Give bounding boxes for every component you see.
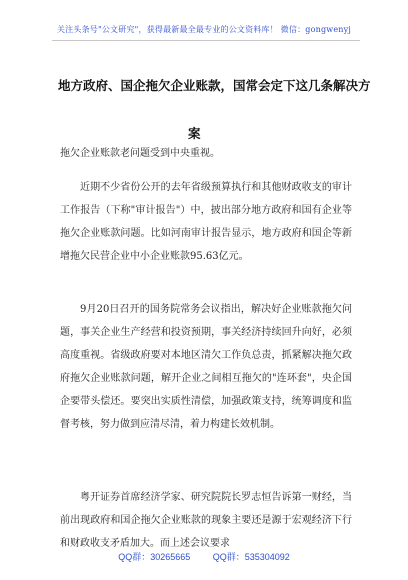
header-note: 关注头条号"公文研究"，获得最新最全最专业的公文资料库！ 微信：gongwenyj bbox=[56, 25, 352, 34]
document-title-line-1: 地方政府、国企拖欠企业账款，国常会定下这几条解决方 bbox=[58, 78, 371, 93]
footer bbox=[0, 550, 408, 563]
footer-qq-group-1: QQ群：30265665 bbox=[118, 552, 191, 562]
paragraph-3: 9月20日召开的国务院常务会议指出，解决好企业账款拖欠问题，事关企业生产经营和投资预期，事关经济持续回升向好，必须高度重视。省级政府要对本地区清欠工作负总责，抓紧解决拖欠政府拖欠企业账款问题，解开企业之间相互拖欠的"连环套"，央企国企要带头偿还。要突出实质性清偿，加强政策支持，统筹调度和监督考核，努力做到应清尽清，着力构建长效机制。 bbox=[60, 304, 352, 430]
paragraph-1: 拖欠企业账款老问题受到中央重视。 bbox=[60, 148, 220, 159]
header-divider bbox=[52, 40, 360, 41]
document-title-line-2: 案 bbox=[188, 126, 201, 141]
paragraph-2: 近期不少省份公开的去年省级预算执行和其他财政收支的审计工作报告（下称"审计报告"）中，披出部分地方政府和国有企业等拖欠企业账款问题。比如河南审计报告显示，地方政府和国企等新增拖欠民营企业中小企业账款95.63亿元。 bbox=[60, 182, 352, 262]
paragraph-4: 粤开证券首席经济学家、研究院院长罗志恒告诉第一财经，当前出现政府和国企拖欠企业账款的现象主要还是源于宏观经济下行和财政收支矛盾加大。而上述会议要求 bbox=[60, 492, 352, 549]
footer-qq-group-2: QQ群：535304092 bbox=[212, 552, 290, 562]
